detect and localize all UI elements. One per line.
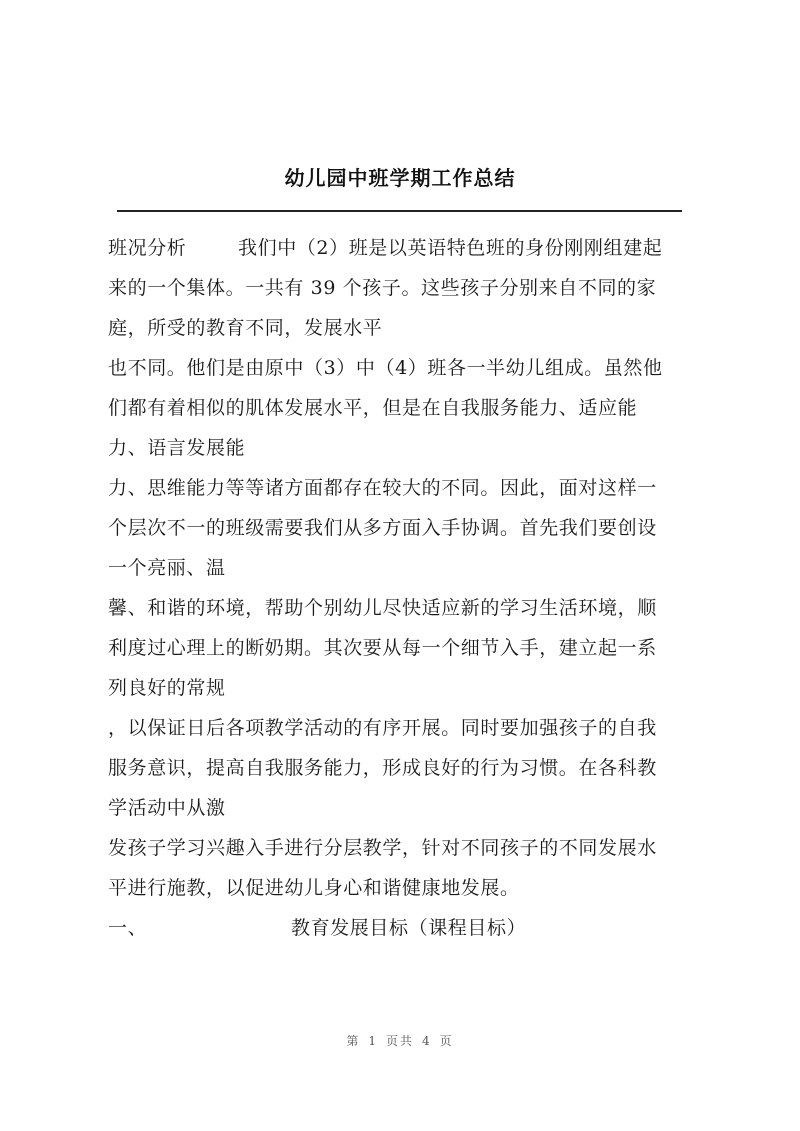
heading-text: 教育发展目标（课程目标） — [291, 917, 527, 939]
section-label: 班况分析 — [108, 237, 187, 259]
footer-page-number: 1 — [368, 1034, 378, 1048]
page-footer — [0, 1032, 800, 1049]
footer-page-label: 第 — [346, 1034, 361, 1048]
footer-total-unit: 页 — [439, 1034, 454, 1048]
body-line: 利度过心理上的断奶期。其次要从每一个细节入手，建立起一系 — [108, 637, 657, 659]
body-line: 个层次不一的班级需要我们从多方面入手协调。首先我们要创设 — [108, 517, 657, 539]
body-line — [108, 228, 708, 268]
body-line: 发孩子学习兴趣入手进行分层教学，针对不同孩子的不同发展水 — [108, 837, 657, 859]
title-divider — [117, 210, 682, 212]
body-line-text: 我们中（2）班是以英语特色班的身份刚刚组建起 — [238, 237, 663, 259]
body-line: 平进行施教，以促进幼儿身心和谐健康地发展。 — [108, 877, 520, 899]
body-line: 学活动中从激 — [108, 797, 226, 819]
footer-total-pages: 4 — [422, 1034, 432, 1048]
section-heading — [108, 908, 708, 948]
document-body — [108, 228, 708, 948]
body-line: 来的一个集体。一共有 39 个孩子。这些孩子分别来自不同的家 — [108, 277, 657, 299]
body-line: 列良好的常规 — [108, 677, 226, 699]
body-line: 馨、和谐的环境，帮助个别幼儿尽快适应新的学习生活环境，顺 — [108, 597, 657, 619]
body-line: 庭，所受的教育不同，发展水平 — [108, 317, 383, 339]
body-line: 一个亮丽、温 — [108, 557, 226, 579]
body-line: 服务意识，提高自我服务能力，形成良好的行为习惯。在各科教 — [108, 757, 657, 779]
body-line: 力、语言发展能 — [108, 437, 246, 459]
body-line: 们都有着相似的肌体发展水平，但是在自我服务能力、适应能 — [108, 397, 638, 419]
body-line: 也不同。他们是由原中（3）中（4）班各一半幼儿组成。虽然他 — [108, 357, 663, 379]
body-line: ，以保证日后各项教学活动的有序开展。同时要加强孩子的自我 — [108, 717, 657, 739]
body-line: 力、思维能力等等诸方面都存在较大的不同。因此，面对这样一 — [108, 477, 657, 499]
document-title: 幼儿园中班学期工作总结 — [284, 166, 516, 190]
footer-page-unit: 页共 — [385, 1034, 414, 1048]
heading-number: 一、 — [108, 917, 148, 939]
